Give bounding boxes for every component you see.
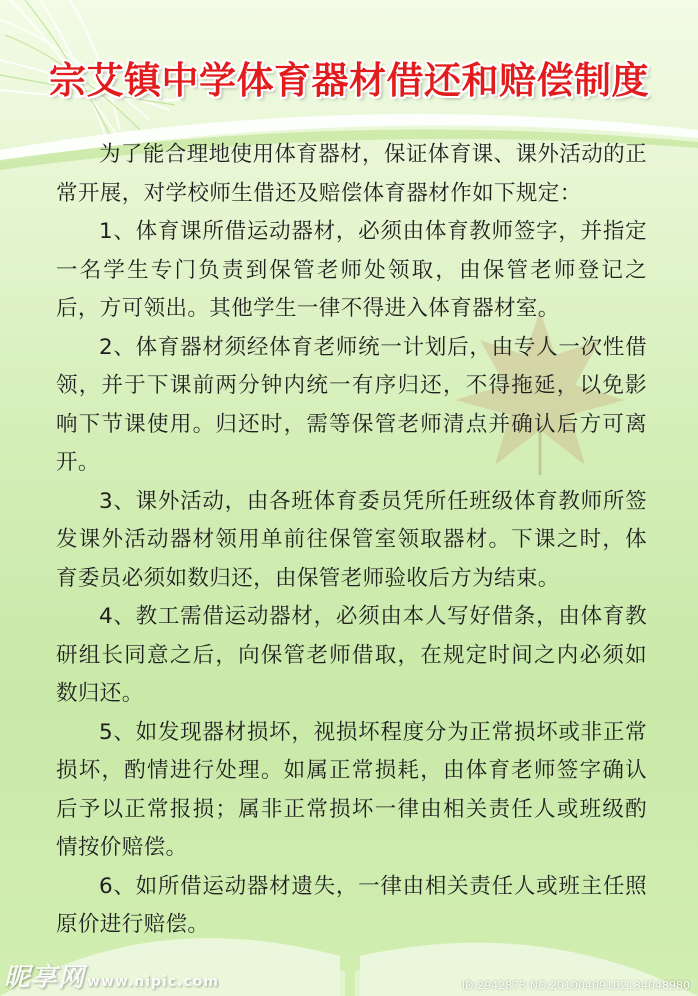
- rule-6-paragraph: 6、如所借运动器材遗失，一律由相关责任人或班主任照原价进行赔偿。: [56, 873, 647, 937]
- site-watermark-logo: [4, 957, 219, 994]
- watermark-logo-sub: www.nipic.com: [87, 974, 219, 990]
- rule-1-paragraph: 1、体育课所借运动器材，必须由体育教师签字，并指定一名学生专门负责到保管老师处领取，由保管老师登记之后，方可领出。其他学生一律不得进入体育器材室。: [56, 219, 647, 321]
- rule-4-paragraph: 4、教工需借运动器材，必须由本人写好借条，由体育教研组长同意之后，向保管老师借取，在规定时间之内必须如数归还。: [56, 604, 647, 706]
- document-title: 宗艾镇中学体育器材借还和赔偿制度: [49, 58, 649, 102]
- rule-2-paragraph: 2、体育器材须经体育老师统一计划后，由专人一次性借领，并于下课前两分钟内统一有序归还，不得拖延，以免影响下节课使用。归还时，需等保管老师清点并确认后方可离开。: [56, 334, 647, 475]
- watermark-logo-text: 昵享网: [4, 963, 86, 993]
- rule-5-paragraph: 5、如发现器材损坏，视损坏程度分为正常损坏或非正常损坏，酌情进行处理。如属正常损耗，由体育老师签字确认后予以正常报损；属非正常损坏一律由相关责任人或班级酌情按价赔偿。: [56, 719, 647, 860]
- rule-3-paragraph: 3、课外活动，由各班体育委员凭所任班级体育教师所签发课外活动器材领用单前往保管室领取器材。下课之时，体育委员必须如数归还，由保管老师验收后方为结束。: [56, 488, 647, 591]
- image-id-label: ID:2942873 NO:20100409102134048980: [461, 979, 690, 992]
- document-body: [56, 136, 647, 945]
- intro-paragraph: 为了能合理地使用体育器材，保证体育课、课外活动的正常开展，对学校师生借还及赔偿体育器材作如下规定：: [56, 142, 647, 206]
